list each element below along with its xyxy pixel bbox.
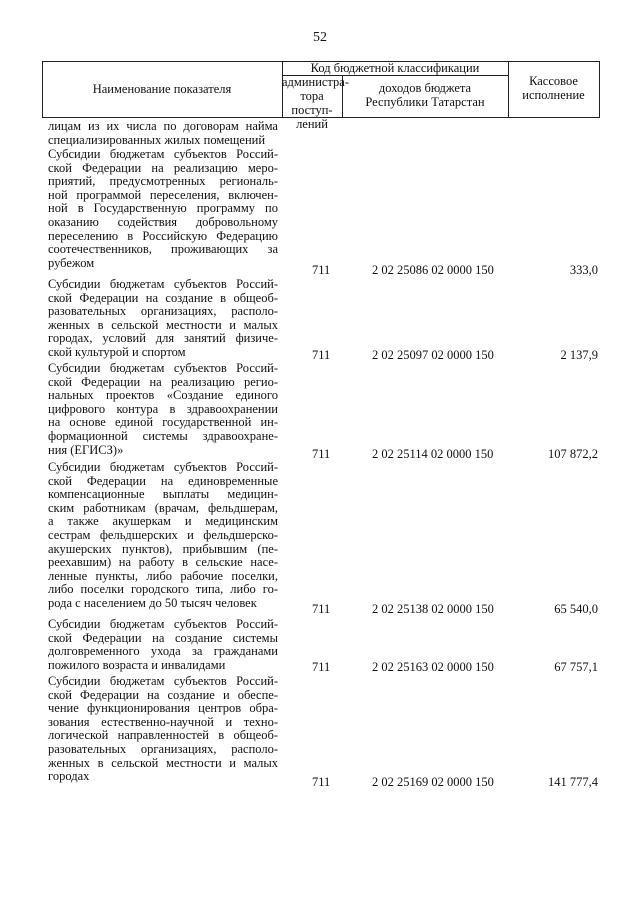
- admin-code: 711: [312, 602, 331, 616]
- amount: 107 872,2: [548, 447, 598, 461]
- header-name: Наименование показателя: [92, 82, 232, 96]
- table-row: Субсидии бюджетам субъектов Россий- ской Федерации на создание в общеоб- разовательных организациях, располо- женных в сельской местности и малых городах, условий для занятий физиче- ской культурой и спортом: [48, 277, 278, 359]
- table-row: Субсидии бюджетам субъектов Россий- ской Федерации на единовременные компенсационные выплаты медицин- ским работникам (врачам, фельдшерам, а также акушеркам и медицинским сестрам фельдшерских и фельдшерско- акушерских пунктов), прибывшим (пе- реехавшим) на работу в сельские насе- ленные пункты, либо рабочие поселки, либо поселки городского типа, либо го- рода с населением до 50 тысяч человек: [48, 460, 278, 610]
- amount: 141 777,4: [548, 775, 598, 789]
- table-row: Субсидии бюджетам субъектов Россий- ской Федерации на создание и обеспе- чение функционирования центров обра- зования естественно-научной и техно- логической направленностей в общеоб- разовательных организациях, располо- женных в сельской местности и малых городах: [48, 674, 278, 784]
- table-row: Субсидии бюджетам субъектов Россий- ской Федерации на реализацию меро- приятий, предусмотренных региональ- ной программой переселения, включен- ной в Государственную программу по оказанию содействия добровольному переселению в Российскую Федерацию соотечественников, проживающих за рубежом: [48, 147, 278, 270]
- header-exec: Кассовое исполнение: [522, 74, 585, 102]
- amount: 2 137,9: [560, 348, 598, 362]
- header-income: доходов бюджета Республики Татарстан: [365, 81, 485, 109]
- header-right-border: [599, 61, 600, 118]
- amount: 65 540,0: [554, 602, 598, 616]
- income-code: 2 02 25138 02 0000 150: [372, 602, 494, 616]
- income-code: 2 02 25114 02 0000 150: [372, 447, 494, 461]
- table-header: [42, 61, 600, 131]
- income-code: 2 02 25163 02 0000 150: [372, 660, 494, 674]
- page-number: 52: [313, 30, 327, 45]
- header-admin: администра- тора поступ- лений: [282, 75, 350, 131]
- table-row: Субсидии бюджетам субъектов Россий- ской Федерации на создание системы долговременного ухода за гражданами пожилого возраста и инвалидами: [48, 617, 278, 672]
- admin-code: 711: [312, 447, 331, 461]
- table-row: лицам из их числа по договорам найма специализированных жилых помещений: [48, 119, 278, 147]
- amount: 67 757,1: [554, 660, 598, 674]
- table-row: Субсидии бюджетам субъектов Россий- ской Федерации на реализацию регио- нальных проектов «Создание единого цифрового контура в здравоохранении на основе единой государственной ин- формационной системы здравоохране- ния (ЕГИСЗ)»: [48, 361, 278, 457]
- admin-code: 711: [312, 348, 331, 362]
- income-code: 2 02 25169 02 0000 150: [372, 775, 494, 789]
- income-code: 2 02 25086 02 0000 150: [372, 263, 494, 277]
- income-code: 2 02 25097 02 0000 150: [372, 348, 494, 362]
- admin-code: 711: [312, 263, 331, 277]
- admin-code: 711: [312, 660, 331, 674]
- amount: 333,0: [569, 263, 598, 277]
- admin-code: 711: [312, 775, 331, 789]
- header-group: Код бюджетной классификации: [310, 61, 480, 75]
